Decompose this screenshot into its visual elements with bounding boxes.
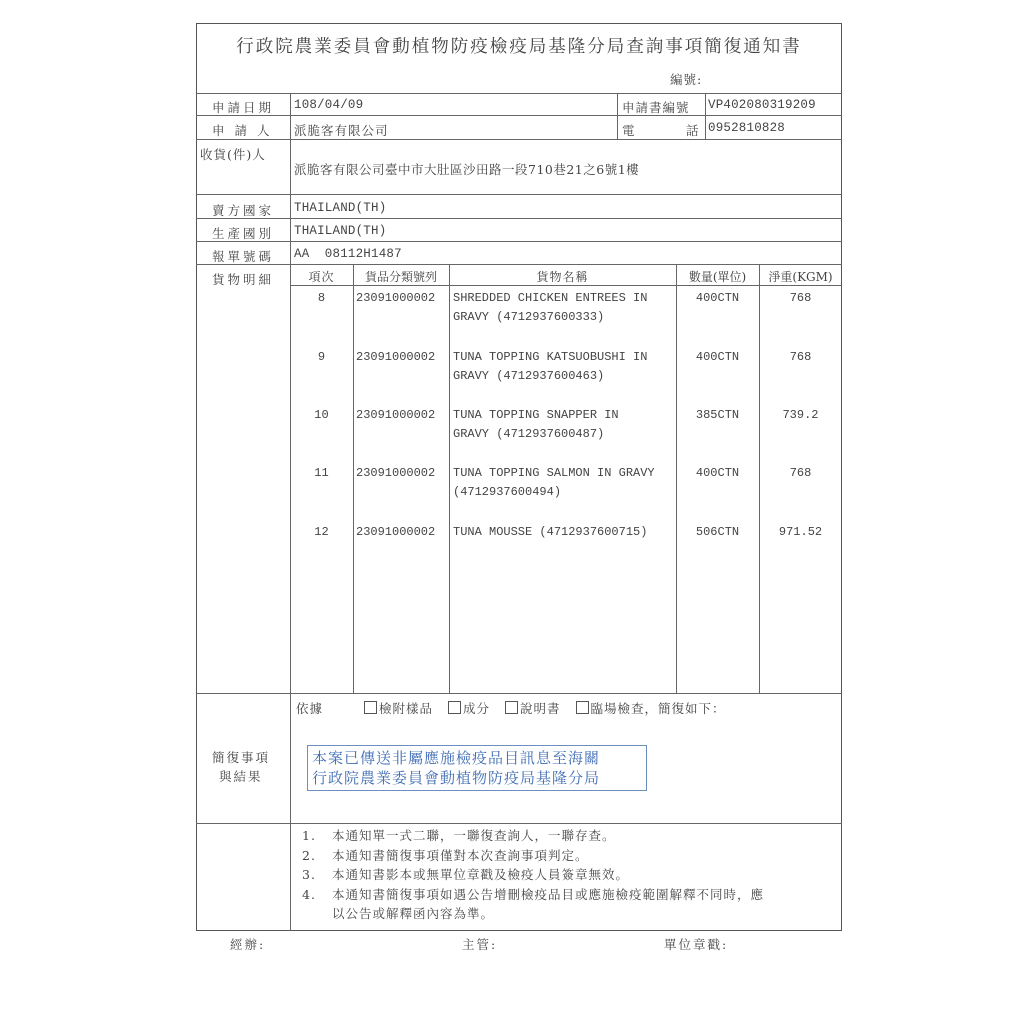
row-item: 10 (314, 408, 329, 422)
row-item: 8 (317, 291, 326, 305)
seller-country-value: THAILAND(TH) (294, 201, 387, 215)
row-weight: 739.2 (782, 408, 819, 422)
row-name-line1: SHREDDED CHICKEN ENTREES IN (453, 291, 648, 305)
seller-country-label: 賣方國家 (212, 203, 275, 218)
row-name-line1: TUNA TOPPING SALMON IN GRAVY (453, 466, 655, 480)
note-item: 2. 本通知書簡復事項僅對本次查詢事項判定。 (302, 847, 589, 863)
row-divider (196, 115, 842, 116)
column-divider (617, 93, 618, 139)
stamp-line-1: 本案已傳送非屬應施檢疫品目訊息至海關 (312, 749, 601, 767)
row-divider (196, 823, 842, 824)
basis-option-onsite: 臨場檢查，簡復如下： (576, 699, 726, 717)
note-item: 以公告或解釋函內容為準。 (332, 906, 495, 921)
basis-option-ingredients: 成分 (448, 699, 490, 717)
row-item: 11 (314, 466, 329, 480)
basis-option-manual: 說明書 (505, 699, 561, 717)
row-item: 9 (317, 350, 326, 364)
checkbox-icon (576, 701, 589, 714)
inspection-result-stamp (307, 745, 647, 791)
column-divider (705, 93, 706, 139)
note-item: 3. 本通知書影本或無單位章戳及檢疫人員簽章無效。 (302, 867, 630, 882)
header-item: 項次 (308, 270, 335, 284)
origin-country-label: 生產國別 (212, 226, 275, 241)
supervisor-label: 主管: (462, 937, 498, 952)
reply-label-line1: 簡復事項 (212, 750, 271, 765)
checkbox-icon (448, 701, 461, 714)
checkbox-icon (505, 701, 518, 714)
reply-label-line2: 與結果 (219, 769, 263, 784)
row-quantity: 506CTN (695, 525, 740, 539)
row-divider (196, 693, 842, 694)
phone-label: 電 (622, 123, 638, 138)
row-weight: 971.52 (778, 525, 823, 539)
row-quantity: 400CTN (695, 466, 740, 480)
basis-label: 依據 (296, 701, 324, 716)
row-quantity: 400CTN (695, 291, 740, 305)
row-code: 23091000002 (356, 466, 436, 480)
column-divider (353, 264, 354, 693)
row-name-line2: GRAVY (4712937600333) (453, 310, 605, 324)
declaration-no-label: 報單號碼 (212, 249, 275, 264)
applicant-value: 派脆客有限公司 (294, 123, 389, 138)
consignee-label: 收貨(件)人 (200, 147, 266, 162)
row-name-line1: TUNA TOPPING SNAPPER IN (453, 408, 619, 422)
row-code: 23091000002 (356, 350, 436, 364)
header-weight: 淨重(KGM) (768, 270, 833, 284)
apply-date-label: 申請日期 (212, 100, 275, 115)
row-divider (196, 139, 842, 140)
phone-label-end: 話 (686, 123, 699, 138)
applicant-label: 申 請 人 (212, 123, 273, 138)
row-code: 23091000002 (356, 408, 436, 422)
handler-label: 經辦: (230, 937, 266, 952)
goods-label: 貨物明細 (212, 272, 275, 287)
application-no-value: VP402080319209 (708, 98, 816, 112)
notes-list (302, 826, 764, 924)
seal-label: 單位章戳: (664, 937, 729, 952)
row-name-line2: (4712937600494) (453, 485, 562, 499)
row-name-line1: TUNA MOUSSE (4712937600715) (453, 525, 648, 539)
row-weight: 768 (789, 291, 812, 305)
row-divider (196, 93, 842, 94)
document-title: 行政院農業委員會動植物防疫檢疫局基隆分局查詢事項簡復通知書 (236, 37, 802, 57)
row-divider (196, 241, 842, 242)
header-quantity: 數量(單位) (688, 270, 747, 284)
checkbox-icon (364, 701, 377, 714)
row-code: 23091000002 (356, 525, 436, 539)
row-weight: 768 (789, 466, 812, 480)
stamp-line-2: 行政院農業委員會動植物防疫局基隆分局 (312, 769, 601, 787)
note-item: 4. 本通知書簡復事項如遇公告增刪檢疫品目或應施檢疫範圍解釋不同時，應 (302, 886, 765, 902)
origin-country-value: THAILAND(TH) (294, 224, 387, 238)
row-quantity: 400CTN (695, 350, 740, 364)
application-no-label: 申請書編號 (622, 100, 690, 115)
row-name-line2: GRAVY (4712937600487) (453, 427, 605, 441)
row-code: 23091000002 (356, 291, 436, 305)
row-name-line2: GRAVY (4712937600463) (453, 369, 605, 383)
row-divider (196, 218, 842, 219)
header-code: 貨品分類號列 (364, 270, 437, 284)
declaration-no-value: AA 08112H1487 (294, 247, 402, 261)
row-divider (196, 264, 842, 265)
number-label: 編號: (670, 72, 703, 87)
basis-options (364, 699, 736, 717)
row-divider (196, 194, 842, 195)
basis-option-sample: 檢附樣品 (364, 699, 433, 717)
apply-date-value: 108/04/09 (294, 98, 364, 112)
phone-value: 0952810828 (708, 121, 786, 135)
row-weight: 768 (789, 350, 812, 364)
row-name-line1: TUNA TOPPING KATSUOBUSHI IN (453, 350, 648, 364)
column-divider (449, 264, 450, 693)
label-column-divider (290, 93, 291, 931)
consignee-value: 派脆客有限公司臺中市大肚區沙田路一段710巷21之6號1樓 (294, 162, 640, 177)
note-item: 1. 本通知單一式二聯，一聯復查詢人，一聯存查。 (302, 828, 616, 843)
header-name: 貨物名稱 (536, 270, 589, 284)
row-item: 12 (314, 525, 329, 539)
row-quantity: 385CTN (695, 408, 740, 422)
